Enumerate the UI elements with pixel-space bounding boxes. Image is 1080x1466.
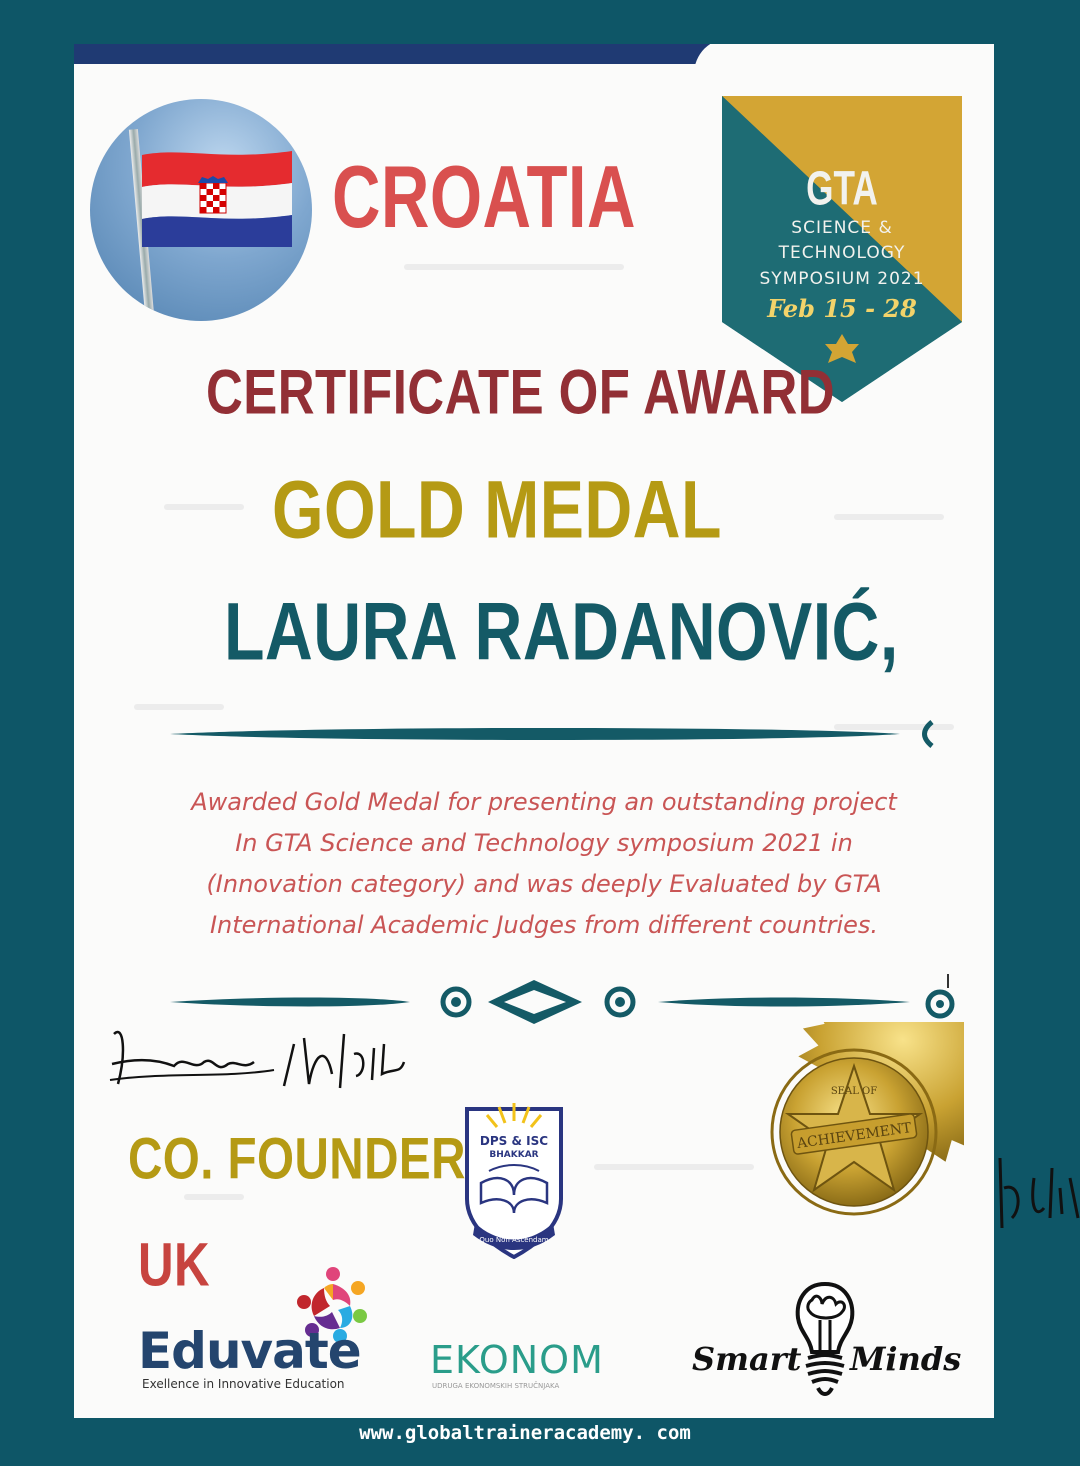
description-line: Awarded Gold Medal for presenting an outstanding project (191, 788, 897, 816)
eduvate-tagline: Exellence in Innovative Education (142, 1377, 345, 1391)
svg-text:Quo Non Ascendam: Quo Non Ascendam (479, 1236, 549, 1244)
divider-top-icon (170, 716, 940, 752)
smart-minds-word-1: Smart (692, 1340, 802, 1378)
badge-line-3: SYMPOSIUM 2021 (759, 269, 925, 289)
badge-line-1: SCIENCE & (791, 218, 893, 238)
description-line: International Academic Judges from different countries. (209, 911, 879, 939)
signatory-role: CO. FOUNDER (128, 1125, 466, 1192)
eduvate-logo-text: Eduvate (138, 1322, 361, 1380)
croatia-flag-icon (90, 99, 312, 321)
ekonom-logo-text: EKONOM (430, 1338, 604, 1382)
description (154, 782, 934, 946)
certificate-title: CERTIFICATE OF AWARD (206, 357, 835, 428)
badge-acronym: GTA (806, 161, 878, 216)
svg-text:BHAKKAR: BHAKKAR (489, 1150, 539, 1160)
badge-line-2: TECHNOLOGY (778, 243, 906, 263)
dps-isc-crest-icon (459, 1099, 569, 1259)
seal-of-achievement-icon (744, 1022, 964, 1242)
badge-dates: Feb 15 - 28 (767, 294, 917, 323)
svg-text:DPS & ISC: DPS & ISC (479, 1134, 549, 1148)
signature-icon (104, 1014, 424, 1114)
signatory-country: UK (138, 1231, 211, 1300)
badge-tab (694, 44, 994, 98)
award-heading: GOLD MEDAL (272, 463, 722, 556)
lightbulb-brain-icon (792, 1280, 858, 1398)
ekonom-tagline: UDRUGA EKONOMSKIH STRUČNJAKA (432, 1382, 560, 1390)
description-line: In GTA Science and Technology symposium 2021 in (235, 829, 853, 857)
edge-signature-icon (990, 1148, 1080, 1238)
smart-minds-word-2: Minds (850, 1340, 962, 1378)
svg-text:ACHIEVEMENT: ACHIEVEMENT (796, 1120, 913, 1152)
website-footer: www.globaltraineracademy. com (359, 1422, 691, 1444)
certificate-paper (74, 44, 994, 1418)
description-line: (Innovation category) and was deeply Evaluated by GTA (206, 870, 882, 898)
recipient-name: LAURA RADANOVIĆ, (224, 585, 899, 678)
country-heading: CROATIA (332, 147, 636, 246)
svg-text:SEAL OF: SEAL OF (830, 1086, 878, 1097)
